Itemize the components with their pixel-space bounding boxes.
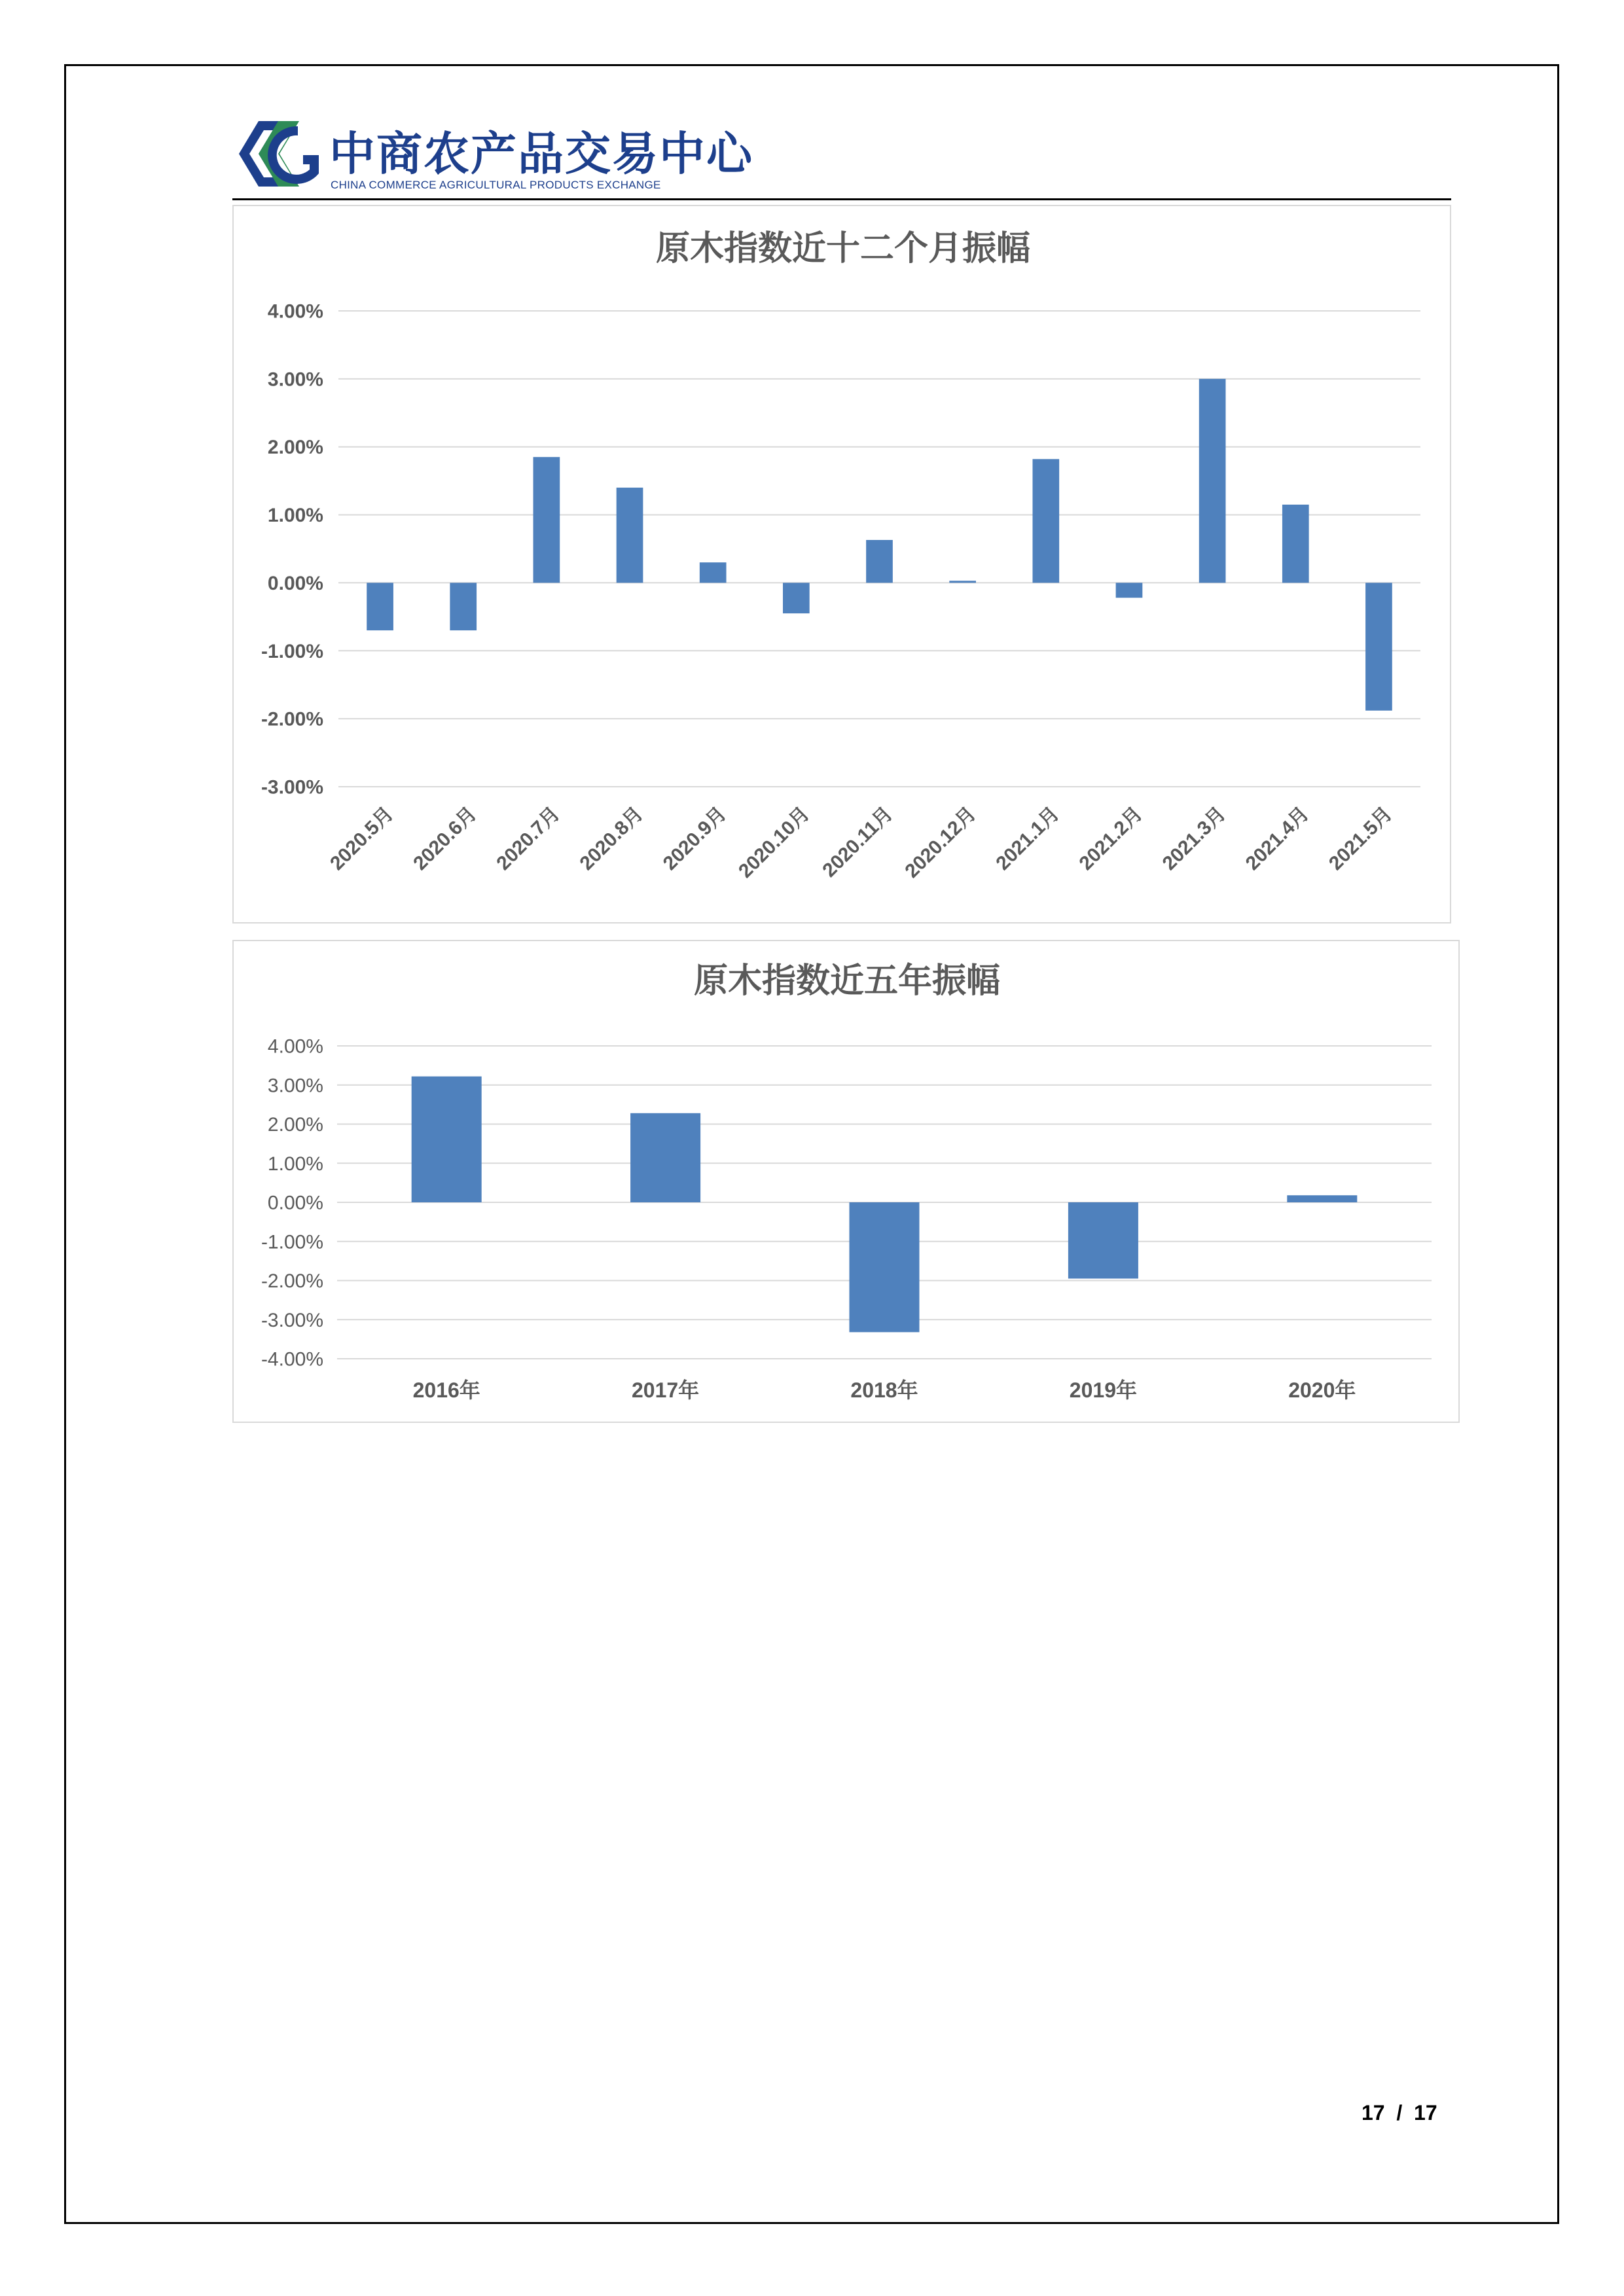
header (232, 115, 1450, 200)
y-tick-label: 0.00% (267, 572, 323, 594)
yearly-amplitude-plot (234, 941, 1461, 1424)
y-tick-label: -3.00% (261, 1309, 323, 1331)
x-tick-label: 2020.10月 (734, 802, 814, 882)
y-tick-label: 3.00% (267, 1075, 323, 1097)
x-tick-label: 2020.6月 (409, 802, 481, 875)
y-tick-label: 1.00% (267, 505, 323, 527)
monthly-amplitude-chart (232, 205, 1451, 924)
bar-2020.6月 (450, 583, 477, 630)
org-name-en: CHINA COMMERCE AGRICULTURAL PRODUCTS EXCHANGE (331, 179, 661, 191)
bar-2020.7月 (533, 457, 560, 583)
bar-2019年 (1068, 1202, 1138, 1279)
x-tick-label: 2017年 (631, 1378, 700, 1402)
bar-2020.12月 (949, 581, 976, 583)
bar-2020.8月 (617, 488, 643, 583)
bar-2017年 (630, 1113, 700, 1202)
y-tick-label: 2.00% (267, 1114, 323, 1136)
y-tick-label: 0.00% (267, 1192, 323, 1214)
x-tick-label: 2020.5月 (326, 802, 398, 875)
bar-2020.11月 (866, 540, 893, 583)
x-tick-label: 2021.3月 (1158, 802, 1231, 875)
y-tick-label: 4.00% (267, 1035, 323, 1058)
bar-2021.3月 (1199, 379, 1226, 583)
bar-2020.10月 (783, 583, 810, 613)
y-tick-label: -1.00% (261, 640, 323, 662)
bar-2021.4月 (1282, 505, 1309, 583)
org-name-cn: 中商农产品交易中心 (329, 127, 753, 181)
bar-2018年 (849, 1202, 919, 1332)
x-tick-label: 2021.5月 (1324, 802, 1397, 875)
bar-2016年 (412, 1077, 482, 1202)
x-tick-label: 2021.1月 (992, 802, 1064, 875)
bar-2020.9月 (700, 562, 727, 583)
bar-2020年 (1287, 1195, 1357, 1202)
y-tick-label: 3.00% (267, 368, 323, 391)
x-tick-label: 2016年 (412, 1378, 480, 1402)
y-tick-label: -2.00% (261, 1270, 323, 1292)
chart-title: 原木指数近十二个月振幅 (655, 229, 1031, 268)
x-tick-label: 2020.11月 (818, 802, 897, 882)
x-tick-label: 2018年 (850, 1378, 918, 1402)
y-tick-label: -4.00% (261, 1348, 323, 1371)
y-tick-label: -3.00% (261, 776, 323, 798)
x-tick-label: 2020.7月 (492, 802, 564, 875)
y-tick-label: -1.00% (261, 1231, 323, 1253)
yearly-amplitude-chart (232, 940, 1460, 1423)
x-tick-label: 2019年 (1069, 1378, 1138, 1402)
monthly-amplitude-plot (234, 206, 1453, 925)
chart-title: 原木指数近五年振幅 (693, 961, 1001, 1001)
y-tick-label: -2.00% (261, 708, 323, 730)
x-tick-label: 2020年 (1288, 1378, 1356, 1402)
x-tick-label: 2020.12月 (901, 802, 981, 882)
exchange-logo-icon (232, 115, 324, 193)
bar-2021.1月 (1032, 459, 1059, 583)
x-tick-label: 2020.9月 (659, 802, 731, 875)
x-tick-label: 2021.2月 (1075, 802, 1147, 875)
x-tick-label: 2021.4月 (1241, 802, 1314, 875)
page-number: 17 / 17 (1362, 2101, 1437, 2125)
bar-2020.5月 (367, 583, 393, 630)
y-tick-label: 1.00% (267, 1153, 323, 1175)
header-divider (232, 198, 1451, 200)
bar-2021.5月 (1365, 583, 1392, 710)
y-tick-label: 4.00% (267, 300, 323, 323)
bar-2021.2月 (1116, 583, 1143, 598)
y-tick-label: 2.00% (267, 437, 323, 459)
x-tick-label: 2020.8月 (575, 802, 647, 875)
